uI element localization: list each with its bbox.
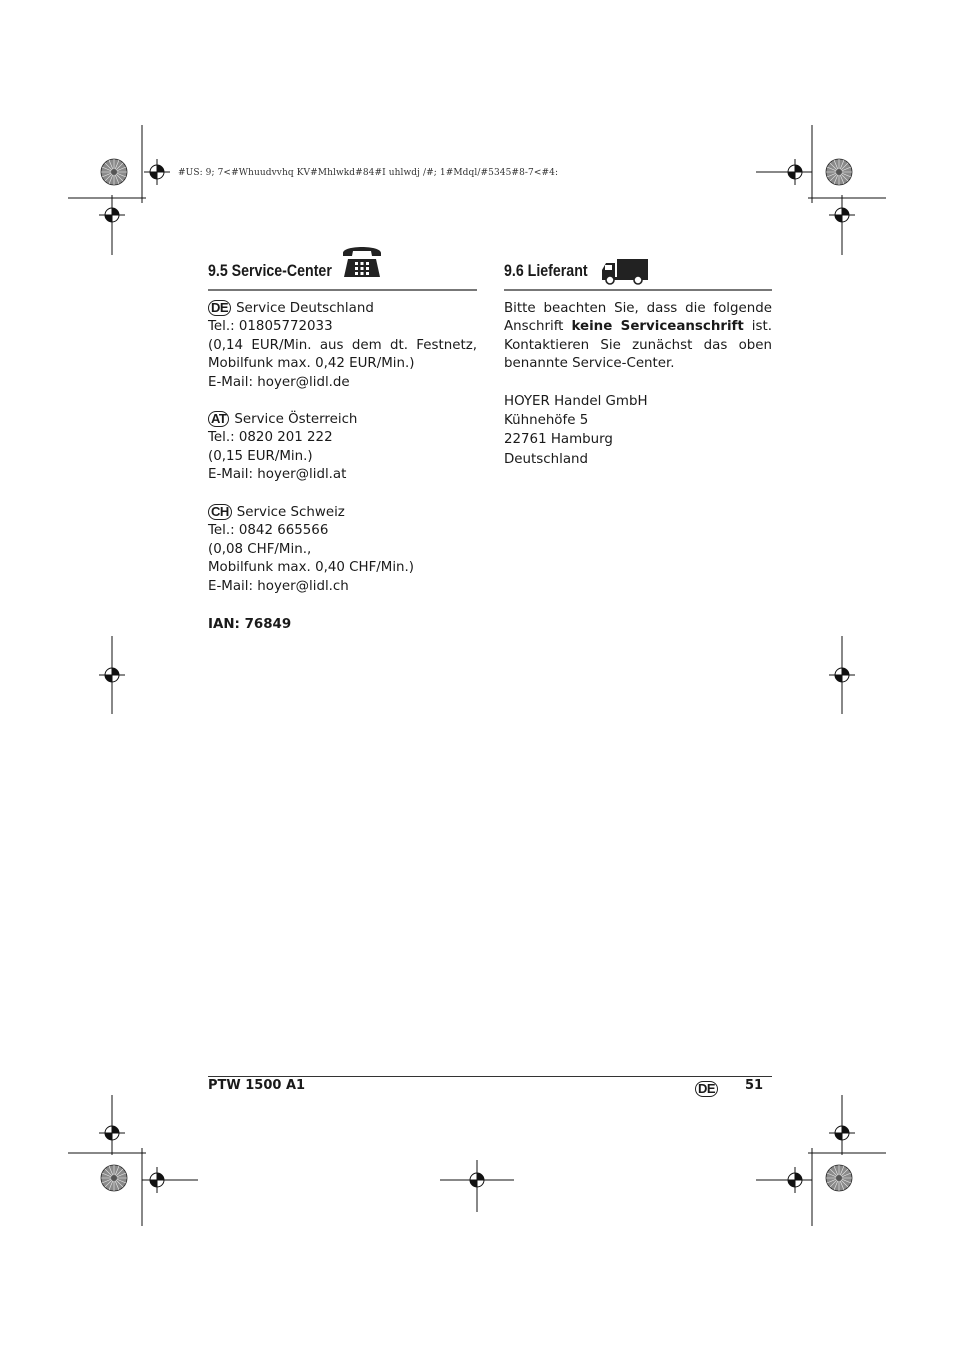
address-line: Deutschland [504,451,589,467]
address-line: HOYER Handel GmbH [504,394,648,409]
service-de-title: DE Service Deutschland [208,300,477,318]
service-at-block [208,411,477,485]
address-line: 22761 Hamburg [504,432,613,448]
section-heading-service-center: 9.5 Service-Center [208,262,332,280]
service-de-tel: Tel.: 01805772033 [208,319,333,335]
service-de-mail: E-Mail: hoyer@lidl.de [208,374,350,390]
ian-number: IAN: 76849 [208,617,292,632]
truck-icon [601,258,649,285]
supplier-note-line4: benannte Service-Center. [504,356,675,372]
service-ch-block [208,504,477,596]
country-badge-at: AT [208,411,229,427]
supplier-note-line3: Kontaktieren Sie zunächst das oben [504,337,772,353]
page-number: 51 [745,1078,764,1093]
service-de-rate: (0,14 EUR/Min. aus dem dt. Festnetz, [208,337,477,353]
service-de-mobile: Mobilfunk max. 0,42 EUR/Min.) [208,356,415,372]
country-badge-de: DE [208,300,231,316]
service-ch-title: CH Service Schweiz [208,504,477,522]
service-at-tel: Tel.: 0820 201 222 [208,430,333,446]
service-ch-mobile: Mobilfunk max. 0,40 CHF/Min.) [208,560,415,576]
telephone-icon [340,242,384,278]
supplier-address [504,392,648,469]
section-rule-left [208,289,477,291]
supplier-note-line1: Bitte beachten Sie, dass die folgende [504,301,772,316]
section-heading-lieferant: 9.6 Lieferant [504,262,588,280]
print-slug: #US: 9; 7<#Whuudvvhq KV#Mhlwkd#84#I uhlwdj /#; 1#Mdql/#5345#8-7<#4: [178,168,559,178]
service-ch-mail: E-Mail: hoyer@lidl.ch [208,578,349,594]
supplier-note [504,300,772,374]
service-at-rate: (0,15 EUR/Min.) [208,448,313,464]
footer-model: PTW 1500 A1 [208,1078,306,1093]
section-rule-right [504,289,772,291]
footer-rule [208,1076,772,1077]
supplier-note-line2: Anschrift keine Serviceanschrift ist. [504,319,772,335]
service-de-block [208,300,477,392]
service-ch-tel: Tel.: 0842 665566 [208,523,329,539]
service-at-mail: E-Mail: hoyer@lidl.at [208,467,347,483]
country-badge-ch: CH [208,504,232,520]
service-ch-rate: (0,08 CHF/Min., [208,541,312,557]
footer-country-badge: DE [695,1081,718,1097]
service-at-title: AT Service Österreich [208,411,477,429]
address-line: Kühnehöfe 5 [504,413,589,429]
